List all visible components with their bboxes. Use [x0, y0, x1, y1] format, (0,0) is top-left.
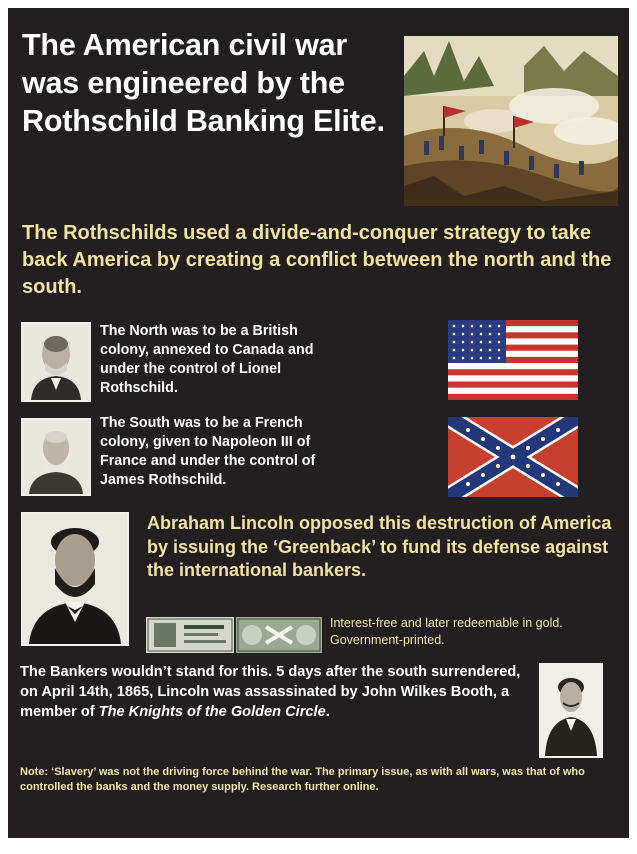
- south-text: The South was to be a French colony, given to Napoleon III of France and under the control of James Rothschild.: [100, 415, 316, 488]
- poster-title: The American civil war was engineered by the Rothschild Banking Elite.: [22, 28, 385, 138]
- bankers-text-pre: The Bankers wouldn’t stand for this. 5 days after the south surrendered, on April 14th, 1865, Lincoln was assassinated by John Wilkes Booth, a member of: [20, 664, 521, 720]
- greenback-note-front-drawing: [146, 617, 234, 653]
- booth-portrait-drawing: [541, 665, 601, 756]
- poster-subtitle: The Rothschilds used a divide-and-conquer strategy to take back America by creating a conflict between the north and the south.: [22, 222, 612, 298]
- greenback-note-front: [146, 617, 234, 653]
- lincoln-portrait: [21, 512, 129, 646]
- greenback-caption: Interest-free and later redeemable in gold. Government-printed.: [330, 616, 563, 647]
- greenback-note-back-drawing: [236, 617, 322, 653]
- bankers-text-post: .: [325, 704, 330, 720]
- note-text: Note: ‘Slavery’ was not the driving force behind the war. The primary issue, as with all wars, was that of who controlled the banks and the money supply. Research further online.: [20, 766, 585, 793]
- lincoln-portrait-drawing: [23, 514, 127, 644]
- bankers-text: [20, 662, 530, 722]
- lincoln-text-pre: Abraham Lincoln opposed this destruction of America by issuing the: [147, 513, 612, 557]
- confederate-flag: [448, 417, 578, 497]
- greenback-term: ‘Greenback’: [273, 536, 376, 557]
- lionel-portrait-drawing: [23, 324, 89, 400]
- lionel-portrait: [21, 322, 91, 402]
- poster: [8, 8, 629, 838]
- knights-term: The Knights of the Golden Circle: [98, 704, 326, 720]
- james-portrait-drawing: [23, 420, 89, 494]
- battle-scene-drawing: [404, 36, 618, 206]
- james-portrait: [21, 418, 91, 496]
- greenback-note-back: [236, 617, 322, 653]
- battle-painting: [404, 36, 618, 206]
- lincoln-text: [147, 512, 617, 583]
- union-flag: [448, 320, 578, 400]
- booth-portrait: [539, 663, 603, 758]
- union-flag-drawing: [448, 320, 578, 400]
- confederate-flag-drawing: [448, 417, 578, 497]
- north-text: The North was to be a British colony, annexed to Canada and under the control of Lionel Rothschild.: [100, 323, 314, 396]
- lincoln-text-post: to fund its defense against the international bankers.: [147, 536, 609, 580]
